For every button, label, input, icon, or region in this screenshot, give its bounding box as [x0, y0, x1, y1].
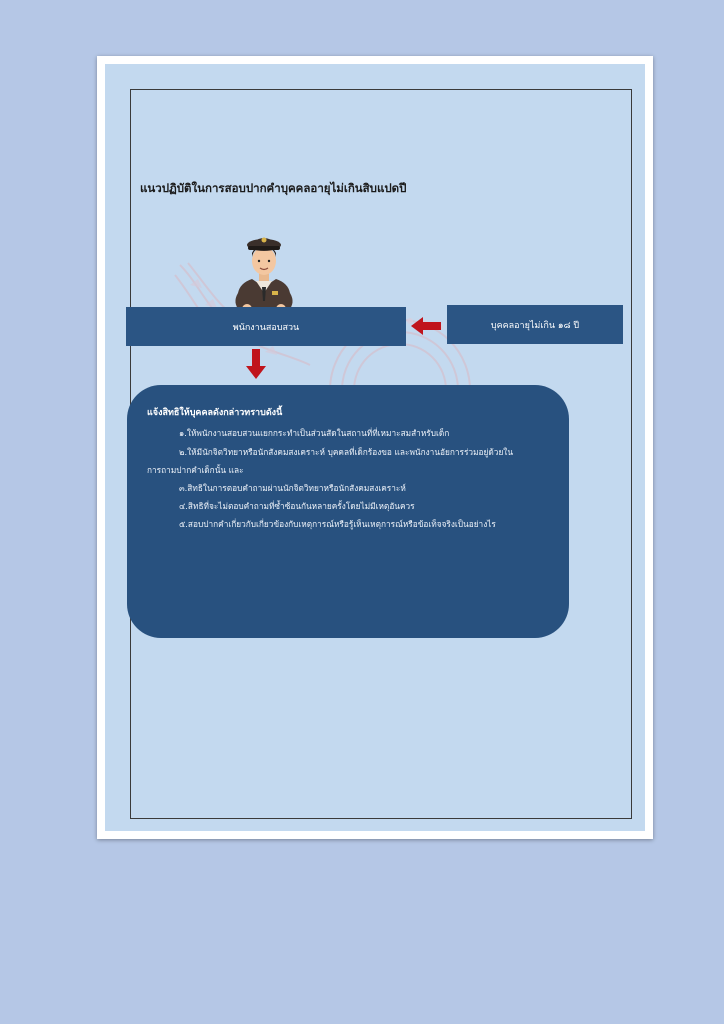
rights-item-5: ๕.สอบปากคำเกี่ยวกับเกี่ยวข้องกับเหตุการณ์หรือรู้เห็นเหตุการณ์หรือข้อเท็จจริงเป็นอย่างไร: [179, 519, 496, 529]
investigator-box: [126, 307, 406, 346]
investigator-label: พนักงานสอบสวน: [232, 322, 300, 333]
rights-heading: แจ้งสิทธิให้บุคคลดังกล่าวทราบดังนี้: [147, 408, 283, 418]
arrow-down-icon: [246, 349, 266, 379]
rights-notice-box: [127, 385, 569, 638]
person-label: บุคคลอายุไม่เกิน ๑๘ ปี: [490, 320, 580, 331]
rights-item-1: ๑.ให้พนักงานสอบสวนแยกกระทำเป็นส่วนสัดในสถานที่ที่เหมาะสมสำหรับเด็ก: [179, 428, 450, 438]
police-officer-icon: [226, 231, 302, 319]
person-under-18-box: [447, 305, 623, 344]
arrow-left-icon: [411, 317, 441, 335]
rights-item-2-continued: การถามปากคำเด็กนั้น และ: [147, 465, 244, 475]
rights-item-2: ๒.ให้มีนักจิตวิทยาหรือนักสังคมสงเคราะห์ บุคคลที่เด็กร้องขอ และพนักงานอัยการร่วมอยู่ด้วยใน: [179, 447, 514, 457]
rights-item-3: ๓.สิทธิในการตอบคำถามผ่านนักจิตวิทยาหรือนักสังคมสงเคราะห์: [179, 483, 406, 493]
rights-item-4: ๔.สิทธิที่จะไม่ตอบคำถามที่ซ้ำซ้อนกันหลายครั้งโดยไม่มีเหตุอันควร: [179, 501, 415, 511]
page-title: แนวปฏิบัติในการสอบปากคำบุคคลอายุไม่เกินสิบแปดปี: [140, 181, 407, 195]
